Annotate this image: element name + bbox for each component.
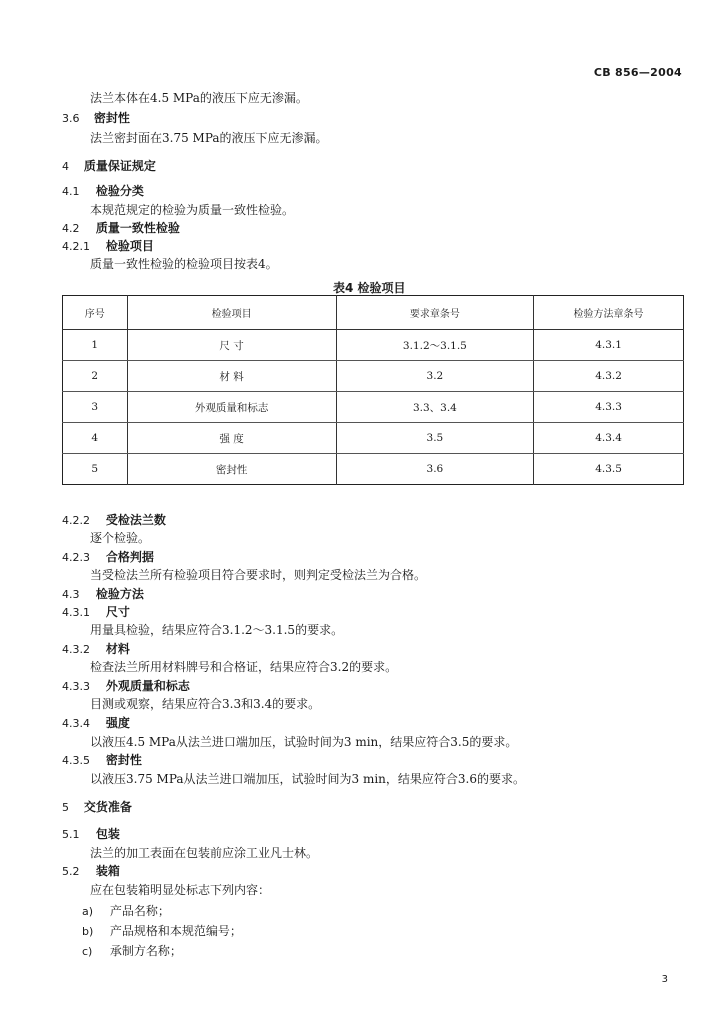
body-text-line bbox=[90, 771, 525, 787]
line-text: 质量一致性检验的检验项目按表4。 bbox=[90, 257, 278, 271]
page-number: 3 bbox=[661, 974, 668, 985]
section-number: 4.3.1 bbox=[62, 606, 90, 619]
section-heading bbox=[62, 586, 144, 603]
table-cell: 4.3.3 bbox=[534, 392, 684, 423]
body-text-line bbox=[90, 567, 426, 583]
table-cell: 4.3.5 bbox=[534, 454, 684, 485]
section-number: 4.3.4 bbox=[62, 717, 90, 730]
section-heading bbox=[62, 826, 120, 843]
section-title: 密封性 bbox=[105, 753, 142, 767]
table-cell: 2 bbox=[63, 361, 128, 392]
table-row bbox=[63, 392, 684, 423]
section-number: 4 bbox=[62, 160, 69, 173]
section-heading bbox=[62, 752, 142, 769]
section-heading bbox=[62, 549, 154, 566]
section-title: 检验分类 bbox=[95, 184, 144, 198]
section-title: 合格判据 bbox=[105, 550, 154, 564]
body-text-line bbox=[90, 90, 308, 106]
table-cell: 3.5 bbox=[336, 423, 533, 454]
list-item bbox=[82, 923, 242, 940]
section-title: 密封性 bbox=[93, 111, 130, 125]
body-text-line bbox=[90, 256, 278, 272]
table-cell: 4 bbox=[63, 423, 128, 454]
list-marker: b) bbox=[82, 925, 94, 938]
section-title: 受检法兰数 bbox=[105, 513, 166, 527]
line-text: 法兰密封面在3.75 MPa的液压下应无渗漏。 bbox=[90, 131, 328, 145]
body-text-line bbox=[90, 845, 318, 861]
list-marker: c) bbox=[82, 945, 93, 958]
table-row bbox=[63, 454, 684, 485]
section-title: 质量保证规定 bbox=[83, 159, 156, 173]
table-cell: 4.3.1 bbox=[534, 330, 684, 361]
line-text: 法兰本体在4.5 MPa的液压下应无渗漏。 bbox=[90, 91, 308, 105]
body-text-line bbox=[90, 696, 320, 712]
section-number: 5 bbox=[62, 801, 69, 814]
line-text: 检查法兰所用材料牌号和合格证，结果应符合3.2的要求。 bbox=[90, 660, 398, 674]
column-header: 序号 bbox=[63, 296, 128, 330]
section-title: 检验项目 bbox=[105, 239, 154, 253]
section-heading bbox=[62, 604, 130, 621]
section-heading bbox=[62, 238, 154, 255]
body-text-line bbox=[90, 130, 328, 146]
table-cell: 外观质量和标志 bbox=[127, 392, 336, 423]
line-text: 目测或观察，结果应符合3.3和3.4的要求。 bbox=[90, 697, 321, 711]
table-cell: 4.3.4 bbox=[534, 423, 684, 454]
section-heading bbox=[62, 183, 144, 200]
list-item bbox=[82, 943, 182, 960]
standard-number: CB 856—2004 bbox=[593, 66, 682, 79]
table-cell: 材 料 bbox=[127, 361, 336, 392]
section-title: 强度 bbox=[105, 716, 130, 730]
table-cell: 密封性 bbox=[127, 454, 336, 485]
table-cell: 1 bbox=[63, 330, 128, 361]
section-number: 4.2.2 bbox=[62, 514, 90, 527]
line-text: 当受检法兰所有检验项目符合要求时，则判定受检法兰为合格。 bbox=[90, 568, 427, 582]
section-heading bbox=[62, 799, 132, 816]
line-text: 用量具检验，结果应符合3.1.2～3.1.5的要求。 bbox=[90, 623, 344, 637]
line-text: 逐个检验。 bbox=[90, 531, 151, 545]
body-text-line bbox=[90, 659, 397, 675]
section-number: 4.1 bbox=[62, 185, 80, 198]
body-text-line bbox=[90, 202, 294, 218]
list-item-text: 产品名称； bbox=[109, 904, 170, 918]
body-text-line bbox=[90, 530, 150, 546]
list-item-text: 承制方名称； bbox=[109, 944, 182, 958]
body-text-line bbox=[90, 622, 343, 638]
section-title: 检验方法 bbox=[95, 587, 144, 601]
inspection-items-table bbox=[62, 295, 684, 485]
section-title: 外观质量和标志 bbox=[105, 679, 190, 693]
table-cell: 5 bbox=[91, 463, 99, 475]
section-title: 尺寸 bbox=[105, 605, 130, 619]
line-text: 以液压3.75 MPa从法兰进口端加压，试验时间为3 min，结果应符合3.6的要求。 bbox=[90, 772, 525, 786]
section-title: 质量一致性检验 bbox=[95, 221, 180, 235]
list-item-text: 产品规格和本规范编号； bbox=[109, 924, 242, 938]
line-text: 应在包装箱明显处标志下列内容： bbox=[90, 883, 271, 897]
section-heading bbox=[62, 512, 166, 529]
section-title: 装箱 bbox=[95, 864, 120, 878]
section-heading bbox=[62, 110, 130, 127]
section-number: 4.3 bbox=[62, 588, 80, 601]
table-cell: 3.2 bbox=[336, 361, 533, 392]
section-heading bbox=[62, 715, 130, 732]
body-text-line bbox=[90, 734, 517, 750]
table-header-row bbox=[63, 296, 684, 330]
section-number: 4.3.3 bbox=[62, 680, 90, 693]
column-header: 要求章条号 bbox=[336, 296, 533, 330]
list-item bbox=[82, 903, 170, 920]
table-row bbox=[63, 330, 684, 361]
table-cell: 4.3.2 bbox=[534, 361, 684, 392]
table-cell: 3.1.2～3.1.5 bbox=[336, 330, 533, 361]
section-number: 5.1 bbox=[62, 828, 80, 841]
section-number: 4.2.3 bbox=[62, 551, 90, 564]
table-cell: 3 bbox=[63, 392, 128, 423]
line-text: 法兰的加工表面在包装前应涂工业凡士林。 bbox=[90, 846, 319, 860]
body-text-line bbox=[90, 882, 270, 898]
section-heading bbox=[62, 641, 130, 658]
section-title: 交货准备 bbox=[83, 800, 132, 814]
table-row bbox=[63, 361, 684, 392]
list-marker: a) bbox=[82, 905, 94, 918]
table-cell: 尺 寸 bbox=[127, 330, 336, 361]
section-heading bbox=[62, 863, 120, 880]
section-number: 4.3.2 bbox=[62, 643, 90, 656]
section-title: 包装 bbox=[95, 827, 120, 841]
section-title: 材料 bbox=[105, 642, 130, 656]
table-row bbox=[63, 423, 684, 454]
table-caption: 表4 检验项目 bbox=[333, 281, 406, 295]
section-number: 4.3.5 bbox=[62, 754, 90, 767]
section-number: 5.2 bbox=[62, 865, 80, 878]
section-number: 4.2 bbox=[62, 222, 80, 235]
table-cell: 强 度 bbox=[127, 423, 336, 454]
section-heading bbox=[62, 158, 156, 175]
section-number: 4.2.1 bbox=[62, 240, 90, 253]
line-text: 以液压4.5 MPa从法兰进口端加压，试验时间为3 min，结果应符合3.5的要求。 bbox=[90, 735, 518, 749]
column-header: 检验方法章条号 bbox=[534, 296, 684, 330]
section-heading bbox=[62, 678, 190, 695]
section-number: 3.6 bbox=[62, 112, 80, 125]
line-text: 本规范规定的检验为质量一致性检验。 bbox=[90, 203, 295, 217]
section-heading bbox=[62, 220, 180, 237]
table-cell: 3.6 bbox=[336, 454, 533, 485]
column-header: 检验项目 bbox=[127, 296, 336, 330]
table-cell: 3.3、3.4 bbox=[336, 392, 533, 423]
